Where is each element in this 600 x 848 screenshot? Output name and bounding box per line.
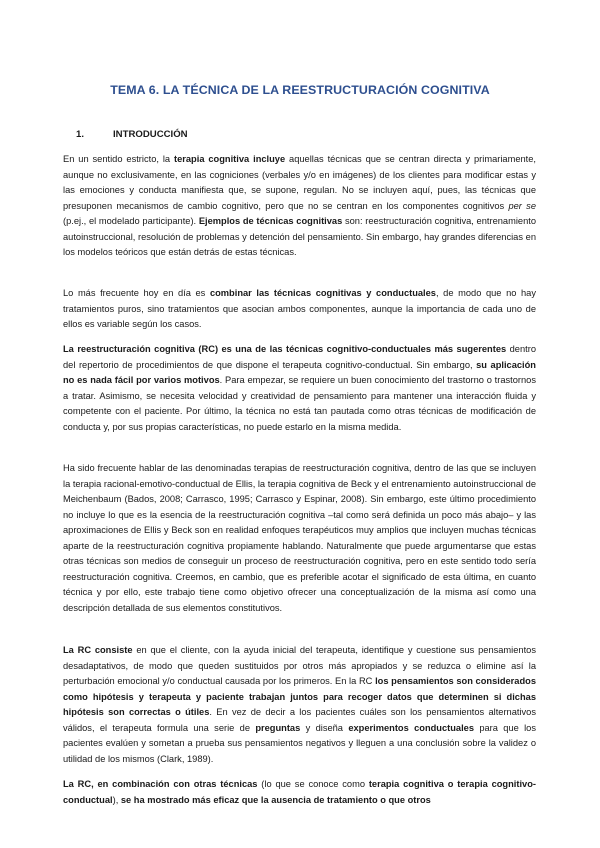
emphasis-text: terapia cognitiva incluye (174, 154, 286, 164)
paragraph-text: . Para empezar, se requiere un buen conocimiento del trastorno o trastornos a tratar. Asimismo, se necesita velocidad y creatividad de pensamiento para mantener una interacción fluida y competente con el paciente. Por último, la técnica no está tan pautada como otras técnicas de modificación de conducta y, por sus propias características, no puede estarlo en la misma medida. (63, 375, 536, 432)
paragraph-text: son: reestructuración cognitiva, entrenamiento autoinstruccional, resolución de problemas y detención del pensamiento. Sin embargo, hay grandes diferencias en los modelos teóricos que están detrás de estas técnicas. (63, 216, 536, 257)
paragraph-text: , de modo que no hay tratamientos puros, sino tratamientos que asocian ambos componentes, aunque la importancia de cada uno de ellos es variable según los casos. (63, 288, 536, 329)
emphasis-text: los pensamientos son considerados como hipótesis y terapeuta y paciente trabajan juntos para recoger datos que determinen si dichas hipótesis son correctas o útiles (63, 676, 536, 717)
paragraph-text: dentro del repertorio de procedimientos de que dispone el terapeuta cognitivo-conductual. Sin embargo, (63, 344, 536, 370)
section-title: INTRODUCCIÓN (113, 129, 188, 140)
paragraph-text: (lo que se conoce como (257, 779, 369, 789)
paragraph-text: en que el cliente, con la ayuda inicial del terapeuta, identifique y cuestione sus pensamientos desadaptativos, de modo que queden sustituidos por otros más apropiados y se reduzca o elimine así la perturbación emocional y/o conductual causada por los primeros. En la RC (63, 645, 536, 686)
paragraph-1 (63, 152, 536, 261)
paragraph-2 (63, 286, 536, 333)
emphasis-text: La RC, en combinación con otras técnicas (63, 779, 258, 789)
paragraph-text: y diseña (300, 722, 349, 733)
italic-text: per se (508, 200, 536, 211)
paragraph-text: En un sentido estricto, la (63, 154, 174, 164)
emphasis-text: se ha mostrado más eficaz que la ausencia de tratamiento o que otros (120, 794, 431, 805)
emphasis-text: combinar las técnicas cognitivas y conductuales (209, 288, 436, 298)
paragraph-text: aquellas técnicas que se centran directa y primariamente, aunque no exclusivamente, en las cogniciones (verbales y/o en imágenes) de los clientes para modificar estas y las emociones y conducta manifiesta que, se supone, regulan. No se incluyen aquí, pues, las técnicas que presuponen mecanismos de cambio cognitivo, pero que no se centran en los componentes cognitivos (63, 154, 537, 211)
emphasis-text: terapia cognitiva o terapia cognitivo-conductual (63, 779, 536, 805)
emphasis-text: experimentos conductuales (348, 722, 475, 733)
paragraph-3 (63, 342, 536, 435)
emphasis-text: La reestructuración cognitiva (RC) es una de las técnicas cognitivo-conductuales más sugerentes (63, 344, 507, 354)
emphasis-text: Ejemplos de técnicas cognitivas (198, 216, 343, 226)
paragraph-4 (63, 461, 536, 616)
paragraph-text: (p.ej., el modelado participante). (63, 216, 199, 226)
emphasis-text: La RC consiste (63, 645, 133, 655)
emphasis-text: preguntas (255, 722, 301, 733)
paragraph-text: Ha sido frecuente hablar de las denominadas terapias de reestructuración cognitiva, dentro de las que se incluyen la terapia racional-emotivo-conductual de Ellis, la terapia cognitiva de Beck y el entrenamiento autoinstruccional de Meichenbaum (Bados, 2008; Carrasco, 1995; Carrasco y Espinar, 2008). Sin embargo, este último procedimiento no incluye lo que es la esencia de la reestructuración cognitiva –tal como será definida un poco más abajo– y las aproximaciones de Ellis y Beck son en realidad enfoques terapéuticos muy amplios que incluyen muchas técnicas aparte de la reestructuración cognitiva propiamente hablando. Naturalmente que puede argumentarse que estas otras técnicas son medios de conseguir un proceso de reestructuración cognitiva, pero en este sentido todo sería reestructuración cognitiva. Creemos, en cambio, que es preferible acotar el significado de esta última, en cuanto técnica y por ello, este trabajo tiene como objetivo ofrecer una conceptualización de la misma así como una descripción detallada de sus elementos constitutivos. (63, 463, 536, 613)
paragraph-text: Lo más frecuente hoy en día es (63, 288, 210, 298)
paragraph-text: . En vez de decir a los pacientes cuáles son los pensamientos alternativos válidos, el terapeuta formula una serie de (63, 707, 536, 733)
emphasis-text: su aplicación no es nada fácil por varios motivos (63, 359, 536, 385)
section-heading (76, 129, 188, 140)
document-title: TEMA 6. LA TÉCNICA DE LA REESTRUCTURACIÓN COGNITIVA (110, 83, 490, 97)
paragraph-5 (63, 643, 536, 767)
paragraph-text: para que los pacientes evalúen y sometan a prueba sus pensamientos negativos y lleguen a una conclusión sobre la validez o utilidad de los mismos (Clark, 1989). (63, 722, 536, 764)
paragraph-text: ), (112, 794, 121, 805)
section-number: 1. (76, 129, 85, 140)
paragraph-6 (63, 777, 536, 808)
